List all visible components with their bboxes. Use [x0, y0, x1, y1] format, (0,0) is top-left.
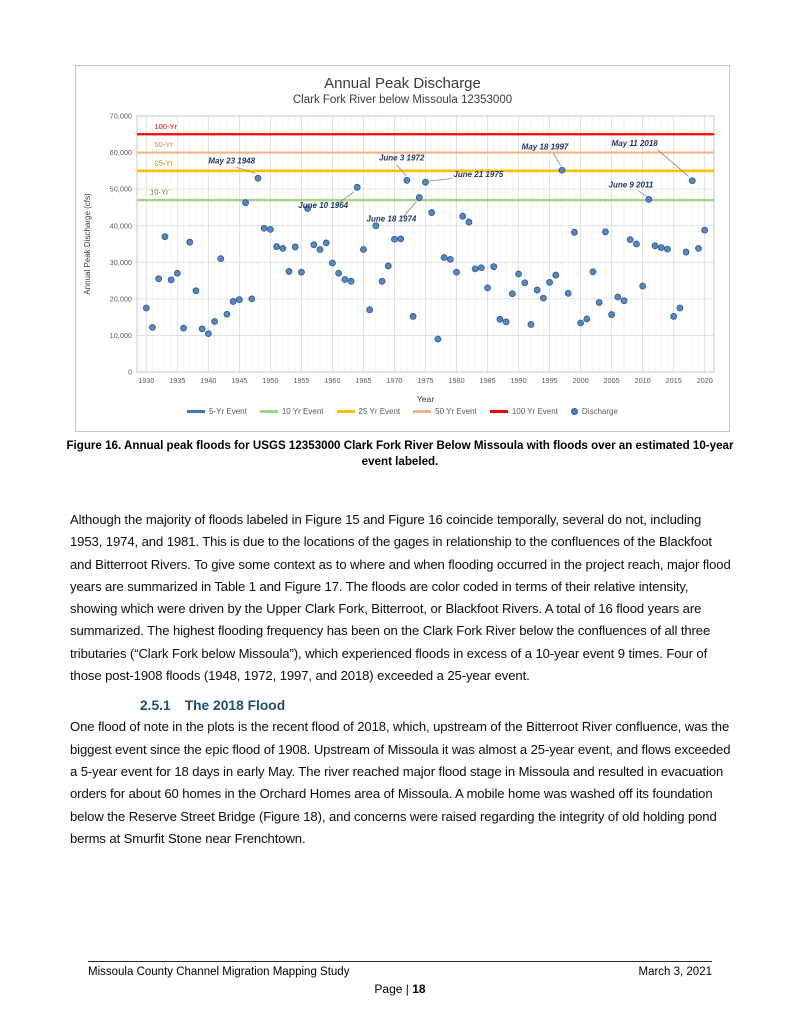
legend-item [337, 407, 401, 416]
svg-text:100-Yr: 100-Yr [154, 121, 178, 131]
paragraph-2018-flood: One flood of note in the plots is the recent flood of 2018, which, upstream of the Bitterroot River confluence, was the biggest event since the epic flood of 1908. Upstream of Missoula it was almost a 25-year event, and flows exceeded a 5-year event for 18 days in early May. The river reached major flood stage in Missoula and resulted in evacuation orders for about 60 homes in the Orchard Homes area of Missoula. A mobile home was washed off its foundation below the Reserve Street Bridge (Figure 18), and concerns were raised regarding the integrity of old holding pond berms at Smurfit Stone near Frenchtown. [70, 719, 731, 846]
svg-text:2015: 2015 [665, 376, 682, 385]
legend-label: 10 Yr Event [281, 407, 324, 416]
svg-text:2010: 2010 [634, 376, 651, 385]
svg-text:May 18 1997: May 18 1997 [521, 142, 569, 152]
svg-text:June 18 1974: June 18 1974 [366, 214, 417, 224]
svg-text:10-Yr: 10-Yr [150, 187, 169, 197]
figure-16-chart [75, 65, 730, 432]
svg-text:June 10 1964: June 10 1964 [298, 201, 349, 211]
svg-text:1955: 1955 [293, 376, 310, 385]
legend-marker-swatch [571, 408, 578, 415]
footer-divider [88, 961, 712, 962]
svg-text:1935: 1935 [169, 376, 186, 385]
svg-text:2000: 2000 [572, 376, 589, 385]
legend-line-swatch [490, 410, 508, 413]
section-heading-title: The 2018 Flood [184, 698, 286, 714]
legend-label: 5-Yr Event [209, 407, 247, 416]
legend-label: 100 Yr Event [511, 407, 558, 416]
legend-line-swatch [260, 410, 278, 413]
svg-text:June 21 1975: June 21 1975 [453, 170, 504, 180]
legend-item [571, 407, 618, 416]
svg-text:40,000: 40,000 [109, 221, 132, 231]
legend-item [413, 407, 477, 416]
svg-text:50,000: 50,000 [109, 184, 132, 194]
svg-text:0: 0 [127, 367, 132, 377]
svg-text:May 23 1948: May 23 1948 [208, 156, 256, 166]
svg-text:1985: 1985 [479, 376, 496, 385]
legend-line-swatch [187, 410, 205, 413]
svg-text:1945: 1945 [231, 376, 248, 385]
svg-text:June 3 1972: June 3 1972 [378, 153, 425, 163]
chart-plot [80, 108, 725, 406]
chart-title: Annual Peak Discharge [324, 75, 481, 92]
svg-text:10,000: 10,000 [109, 331, 132, 341]
gridlines [137, 116, 714, 372]
footer [88, 966, 712, 978]
svg-text:2005: 2005 [603, 376, 620, 385]
legend-item [260, 407, 324, 416]
section-heading-2-5-1 [140, 698, 732, 713]
svg-text:1960: 1960 [324, 376, 341, 385]
section-heading-number: 2.5.1 [140, 698, 171, 714]
page-number-line [0, 982, 800, 996]
legend-label: 50 Yr Event [435, 407, 477, 416]
svg-text:1995: 1995 [541, 376, 558, 385]
svg-text:20,000: 20,000 [109, 294, 132, 304]
svg-text:1980: 1980 [448, 376, 465, 385]
footer-date: March 3, 2021 [638, 966, 712, 978]
legend-line-swatch [413, 410, 431, 413]
legend-label: Discharge [581, 407, 618, 416]
svg-text:50-Yr: 50-Yr [154, 140, 173, 150]
svg-text:May 11 2018: May 11 2018 [611, 138, 658, 148]
footer-document-title: Missoula County Channel Migration Mapping Study [88, 966, 350, 978]
svg-text:1970: 1970 [386, 376, 403, 385]
svg-text:30,000: 30,000 [109, 257, 132, 267]
figure-caption: Figure 16. Annual peak floods for USGS 12353000 Clark Fork River Below Missoula with floods over an estimated 10-year event labeled. [66, 439, 734, 469]
x-axis-title: Year [416, 394, 435, 404]
svg-text:2020: 2020 [696, 376, 713, 385]
y-axis-title: Annual Peak Discharge (cfs) [83, 193, 92, 295]
svg-text:June 9 2011: June 9 2011 [608, 180, 654, 190]
page-number: 18 [412, 982, 426, 996]
svg-text:1940: 1940 [200, 376, 217, 385]
chart-legend [76, 407, 729, 416]
legend-label: 25 Yr Event [358, 407, 401, 416]
legend-item [490, 407, 558, 416]
svg-text:1975: 1975 [417, 376, 434, 385]
svg-text:1950: 1950 [262, 376, 279, 385]
paragraph-flood-summary: Although the majority of floods labeled in Figure 15 and Figure 16 coincide temporally, several do not, including 1953, 1974, and 1981. This is due to the locations of the gages in relationship to the confluences of the Blackfoot and Bitterroot Rivers. To give some context as to where and when flooding occurred in the project reach, major flood years are summarized in Table 1 and Figure 17. The floods are color coded in terms of their relative intensity, showing which were driven by the Upper Clark Fork, Bitterroot, or Blackfoot Rivers. A total of 16 flood years are summarized. The highest flooding frequency has been on the Clark Fork River below the confluences of all three tributaries (“Clark Fork below Missoula”), which experienced floods in excess of a 10-year event 9 times. Four of those post-1908 floods (1948, 1972, 1997, and 2018) exceeded a 25-year event. [70, 512, 731, 684]
legend-item [187, 407, 247, 416]
svg-text:70,000: 70,000 [109, 111, 132, 121]
chart-subtitle: Clark Fork River below Missoula 12353000 [292, 94, 513, 106]
svg-text:1930: 1930 [138, 376, 155, 385]
svg-text:1990: 1990 [510, 376, 527, 385]
svg-text:60,000: 60,000 [109, 148, 132, 158]
svg-text:1965: 1965 [355, 376, 372, 385]
svg-text:25-Yr: 25-Yr [154, 158, 173, 168]
page-number-prefix: Page | [374, 982, 413, 996]
legend-line-swatch [337, 410, 355, 413]
body-text-block [70, 509, 732, 850]
